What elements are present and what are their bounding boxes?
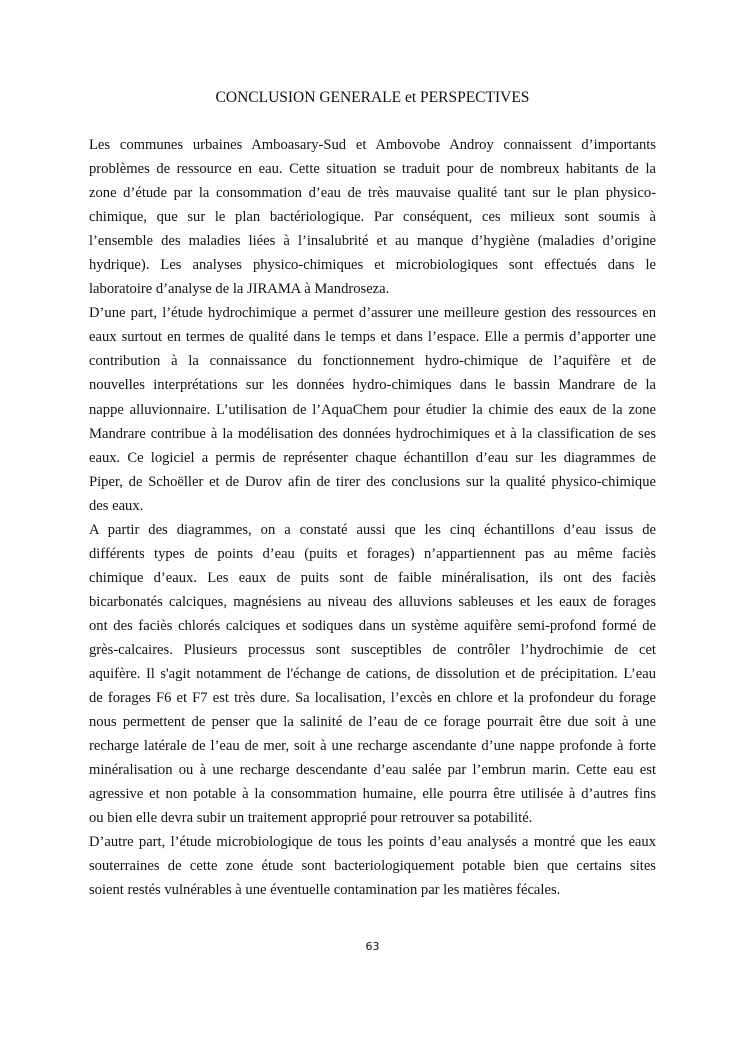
paragraph <box>89 830 656 902</box>
text-line: ou bien elle devra subir un traitement approprié pour retrouver sa potabilité. <box>89 810 533 827</box>
document-body <box>89 133 656 903</box>
text-line: ont des faciès chlorés calciques et sodiques dans un système aquifère semi-profond formé de <box>89 617 656 634</box>
text-line: agressive et non potable à la consommation humaine, elle pourra être utilisée à d’autres fins <box>89 786 656 803</box>
text-line: différents types de points d’eau (puits et forages) n’appartiennent pas au même faciès <box>89 545 656 562</box>
paragraph <box>89 301 656 517</box>
paragraph <box>89 133 656 301</box>
text-line: des eaux. <box>89 497 144 514</box>
text-line: laboratoire d’analyse de la JIRAMA à Mandroseza. <box>89 281 390 298</box>
text-line: grès-calcaires. Plusieurs processus sont susceptibles de contrôler l’hydrochimie de cet <box>89 641 656 658</box>
paragraph <box>89 518 656 831</box>
text-line: D’une part, l’étude hydrochimique a permet d’assurer une meilleure gestion des ressources en <box>89 305 656 322</box>
text-line: souterraines de cette zone étude sont bacteriologiquement potable bien que certains sites <box>89 858 656 875</box>
text-line: hydrique). Les analyses physico-chimiques et microbiologiques sont effectués dans le <box>89 257 656 274</box>
text-line: l’ensemble des maladies liées à l’insalubrité et au manque d’hygiène (maladies d’origine <box>89 233 656 250</box>
page-title: CONCLUSION GENERALE et PERSPECTIVES <box>215 89 530 106</box>
text-line: Les communes urbaines Amboasary-Sud et Ambovobe Androy connaissent d’importants <box>89 137 656 153</box>
text-line: zone d’étude par la consommation d’eau de très mauvaise qualité tant sur le plan physico- <box>89 185 656 202</box>
text-line: eaux. Ce logiciel a permis de représenter chaque échantillon d’eau sur les diagrammes de <box>89 449 656 466</box>
text-line: Mandrare contribue à la modélisation des données hydrochimiques et à la classification de ses <box>89 425 656 442</box>
text-line: chimique, que sur le plan bactériologique. Par conséquent, ces milieux sont soumis à <box>89 209 656 226</box>
text-line: aquifère. Il s'agit notamment de l'échange de cations, de dissolution et de précipitation. L’eau <box>89 666 656 683</box>
text-line: D’autre part, l’étude microbiologique de tous les points d’eau analysés a montré que les eaux <box>89 834 656 851</box>
text-line: recharge latérale de l’eau de mer, soit à une recharge ascendante d’une nappe profonde à forte <box>89 738 656 755</box>
text-line: Piper, de Schoëller et de Durov afin de tirer des conclusions sur la qualité physico-chimique <box>89 473 656 490</box>
text-line: bicarbonatés calciques, magnésiens au niveau des alluvions sableuses et les eaux de forages <box>89 593 656 610</box>
text-line: chimique d’eaux. Les eaux de puits sont de faible minéralisation, ils ont des faciès <box>89 569 656 586</box>
text-line: nous permettent de penser que la salinité de l’eau de ce forage pourrait être due soit à une <box>89 714 656 731</box>
text-line: nappe alluvionnaire. L’utilisation de l’AquaChem pour étudier la chimie des eaux de la zone <box>89 401 656 418</box>
text-line: contribution à la connaissance du fonctionnement hydro-chimique de l’aquifère et de <box>89 353 656 370</box>
text-line: eaux surtout en termes de qualité dans le temps et dans l’espace. Elle a permis d’apporter une <box>89 329 656 346</box>
text-line: minéralisation ou à une recharge descendante d’eau salée par l’embrun marin. Cette eau est <box>89 762 656 779</box>
page-number: 63 <box>365 940 380 953</box>
text-line: problèmes de ressource en eau. Cette situation se traduit pour de nombreux habitants de la <box>89 161 656 178</box>
text-line: soient restés vulnérables à une éventuelle contamination par les matières fécales. <box>89 882 561 899</box>
text-line: de forages F6 et F7 est très dure. Sa localisation, l’excès en chlore et la profondeur du forage <box>89 690 656 707</box>
text-line: A partir des diagrammes, on a constaté aussi que les cinq échantillons d’eau issus de <box>89 521 656 538</box>
text-line: nouvelles interprétations sur les données hydro-chimiques dans le bassin Mandrare de la <box>89 377 656 394</box>
